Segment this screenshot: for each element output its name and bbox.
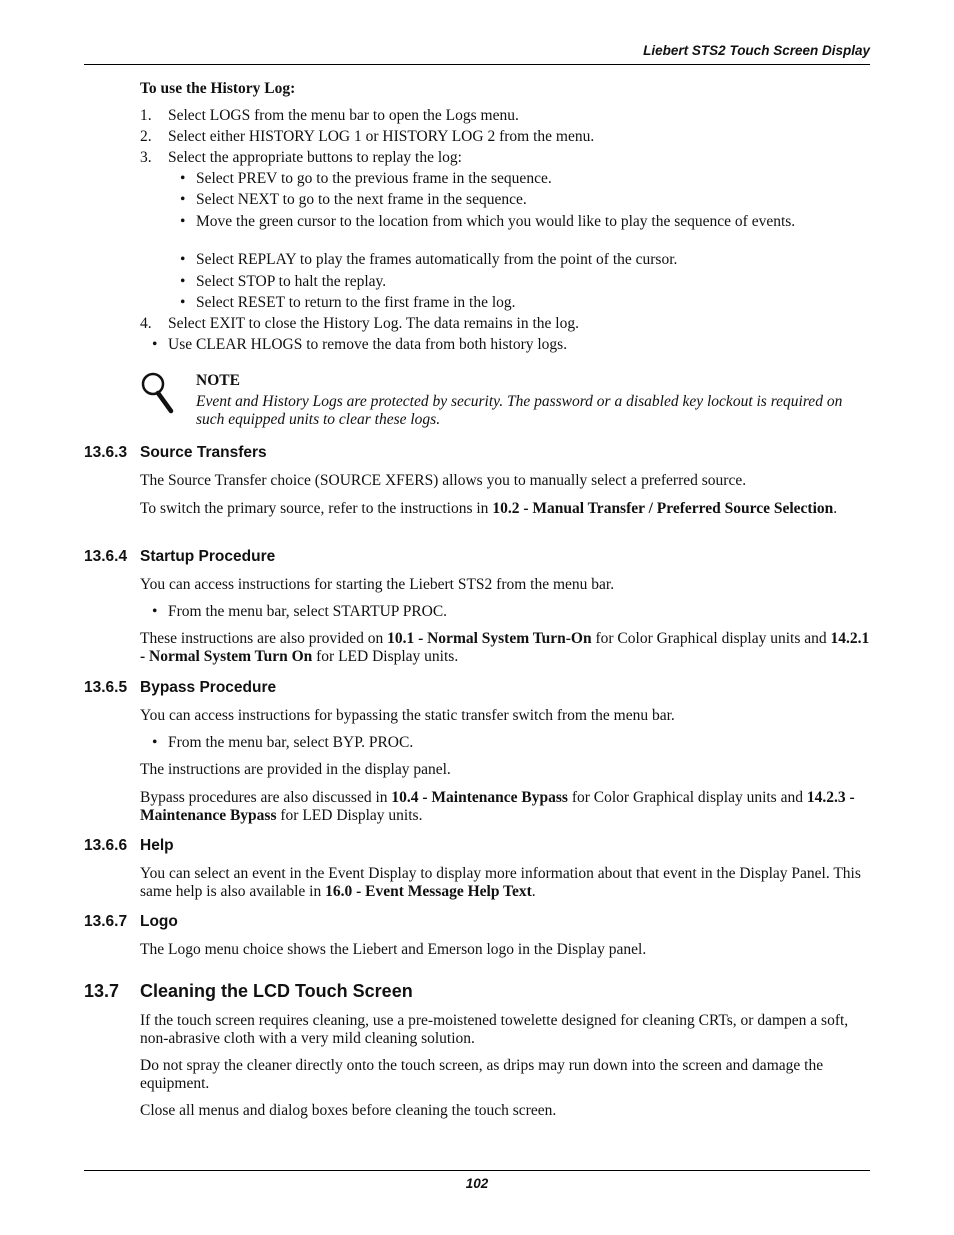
- page-number: 102: [465, 1176, 489, 1191]
- cross-reference: 10.4 - Maintenance Bypass: [391, 789, 568, 806]
- bullet-text: Select RESET to return to the first frame in the log.: [196, 294, 516, 311]
- paragraph: You can access instructions for starting the Liebert STS2 from the menu bar.: [140, 576, 615, 593]
- paragraph: You can access instructions for bypassing the static transfer switch from the menu bar.: [140, 707, 675, 724]
- bullet-icon: •: [180, 191, 186, 208]
- text-run: To switch the primary source, refer to the instructions in: [140, 500, 493, 517]
- paragraph: If the touch screen requires cleaning, use a pre-moistened towelette designed for cleaning CRTs, or dampen a soft, non-abrasive cloth with a very mild cleaning solution.: [140, 1012, 849, 1047]
- paragraph: The instructions are provided in the display panel.: [140, 761, 451, 778]
- section-title: Logo: [140, 913, 178, 930]
- paragraph: Close all menus and dialog boxes before cleaning the touch screen.: [140, 1102, 557, 1119]
- paragraph: [140, 865, 872, 901]
- text-run: You can select an event in the Event Display to display more information about that event in the Display Panel. This same help is also available in: [140, 865, 861, 900]
- paragraph: The Source Transfer choice (SOURCE XFERS) allows you to manually select a preferred source.: [140, 472, 747, 489]
- bullet-text: Select REPLAY to play the frames automatically from the point of the cursor.: [196, 251, 678, 268]
- text-run: for LED Display units.: [312, 648, 459, 665]
- bullet-icon: •: [152, 603, 158, 620]
- section-heading: [84, 913, 178, 931]
- bullet-text: Select STOP to halt the replay.: [196, 273, 387, 290]
- section-number: 13.6.3: [84, 444, 128, 461]
- cross-reference: 10.1 - Normal System Turn-On: [387, 630, 592, 647]
- text-run: .: [531, 883, 536, 900]
- header-rule: [84, 64, 870, 65]
- bullet-text: Move the green cursor to the location from which you would like to play the sequence of events.: [196, 213, 796, 230]
- section-title: Startup Procedure: [140, 548, 276, 565]
- footer-rule: [84, 1170, 870, 1171]
- note-label: NOTE: [196, 372, 240, 389]
- paragraph: The Logo menu choice shows the Liebert and Emerson logo in the Display panel.: [140, 941, 647, 958]
- section-heading: [84, 837, 174, 855]
- text-run: These instructions are also provided on: [140, 630, 388, 647]
- bullet-icon: •: [152, 734, 158, 751]
- cross-reference: 16.0 - Event Message Help Text: [325, 883, 532, 900]
- bullet-icon: •: [152, 336, 158, 353]
- section-number: 13.6.6: [84, 837, 128, 854]
- bullet-icon: •: [180, 294, 186, 311]
- bullet-icon: •: [180, 251, 186, 268]
- step-text: Select the appropriate buttons to replay the log:: [168, 149, 462, 166]
- paragraph: [140, 789, 872, 825]
- bullet-text: Use CLEAR HLOGS to remove the data from both history logs.: [168, 336, 568, 353]
- section-number: 13.7: [84, 981, 120, 1001]
- step-number: 2.: [140, 128, 152, 145]
- bullet-icon: •: [180, 170, 186, 187]
- section-number: 13.6.4: [84, 548, 128, 565]
- step-number: 1.: [140, 107, 152, 124]
- bullet-text: Select PREV to go to the previous frame in the sequence.: [196, 170, 552, 187]
- cross-reference: 14.2.3 - Maintenance Bypass: [140, 789, 855, 824]
- section-heading: [84, 980, 413, 1002]
- text-run: .: [833, 500, 838, 517]
- bullet-text: From the menu bar, select BYP. PROC.: [168, 734, 414, 751]
- bullet-text: Select NEXT to go to the next frame in the sequence.: [196, 191, 527, 208]
- running-header: Liebert STS2 Touch Screen Display: [643, 43, 870, 58]
- step-text: Select EXIT to close the History Log. The data remains in the log.: [168, 315, 579, 332]
- section-heading: [84, 444, 267, 462]
- section-title: Bypass Procedure: [140, 679, 277, 696]
- magnifier-icon: [138, 370, 174, 414]
- section-number: 13.6.5: [84, 679, 128, 696]
- history-log-lead: To use the History Log:: [140, 80, 296, 97]
- section-heading: [84, 548, 275, 566]
- note-text: Event and History Logs are protected by security. The password or a disabled key lockout is required on such equipped units to clear these logs.: [196, 393, 843, 428]
- step-number: 3.: [140, 149, 152, 166]
- step-text: Select either HISTORY LOG 1 or HISTORY LOG 2 from the menu.: [168, 128, 595, 145]
- step-number: 4.: [140, 315, 152, 332]
- section-title: Source Transfers: [140, 444, 267, 461]
- bullet-icon: •: [180, 213, 186, 230]
- section-title: Help: [140, 837, 174, 854]
- bullet-icon: •: [180, 273, 186, 290]
- bullet-text: From the menu bar, select STARTUP PROC.: [168, 603, 448, 620]
- paragraph: [140, 500, 872, 518]
- cross-reference: 14.2.1 - Normal System Turn On: [140, 630, 870, 665]
- cross-reference: 10.2 - Manual Transfer / Preferred Source Selection: [492, 500, 834, 517]
- step-text: Select LOGS from the menu bar to open the Logs menu.: [168, 107, 519, 124]
- text-run: for LED Display units.: [276, 807, 423, 824]
- paragraph: Do not spray the cleaner directly onto the touch screen, as drips may run down into the screen and damage the equipment.: [140, 1057, 824, 1092]
- section-heading: [84, 679, 276, 697]
- text-run: for Color Graphical display units and: [567, 789, 807, 806]
- paragraph: [140, 630, 872, 666]
- section-title: Cleaning the LCD Touch Screen: [140, 981, 413, 1001]
- section-number: 13.6.7: [84, 913, 128, 930]
- text-run: for Color Graphical display units and: [591, 630, 831, 647]
- text-run: Bypass procedures are also discussed in: [140, 789, 392, 806]
